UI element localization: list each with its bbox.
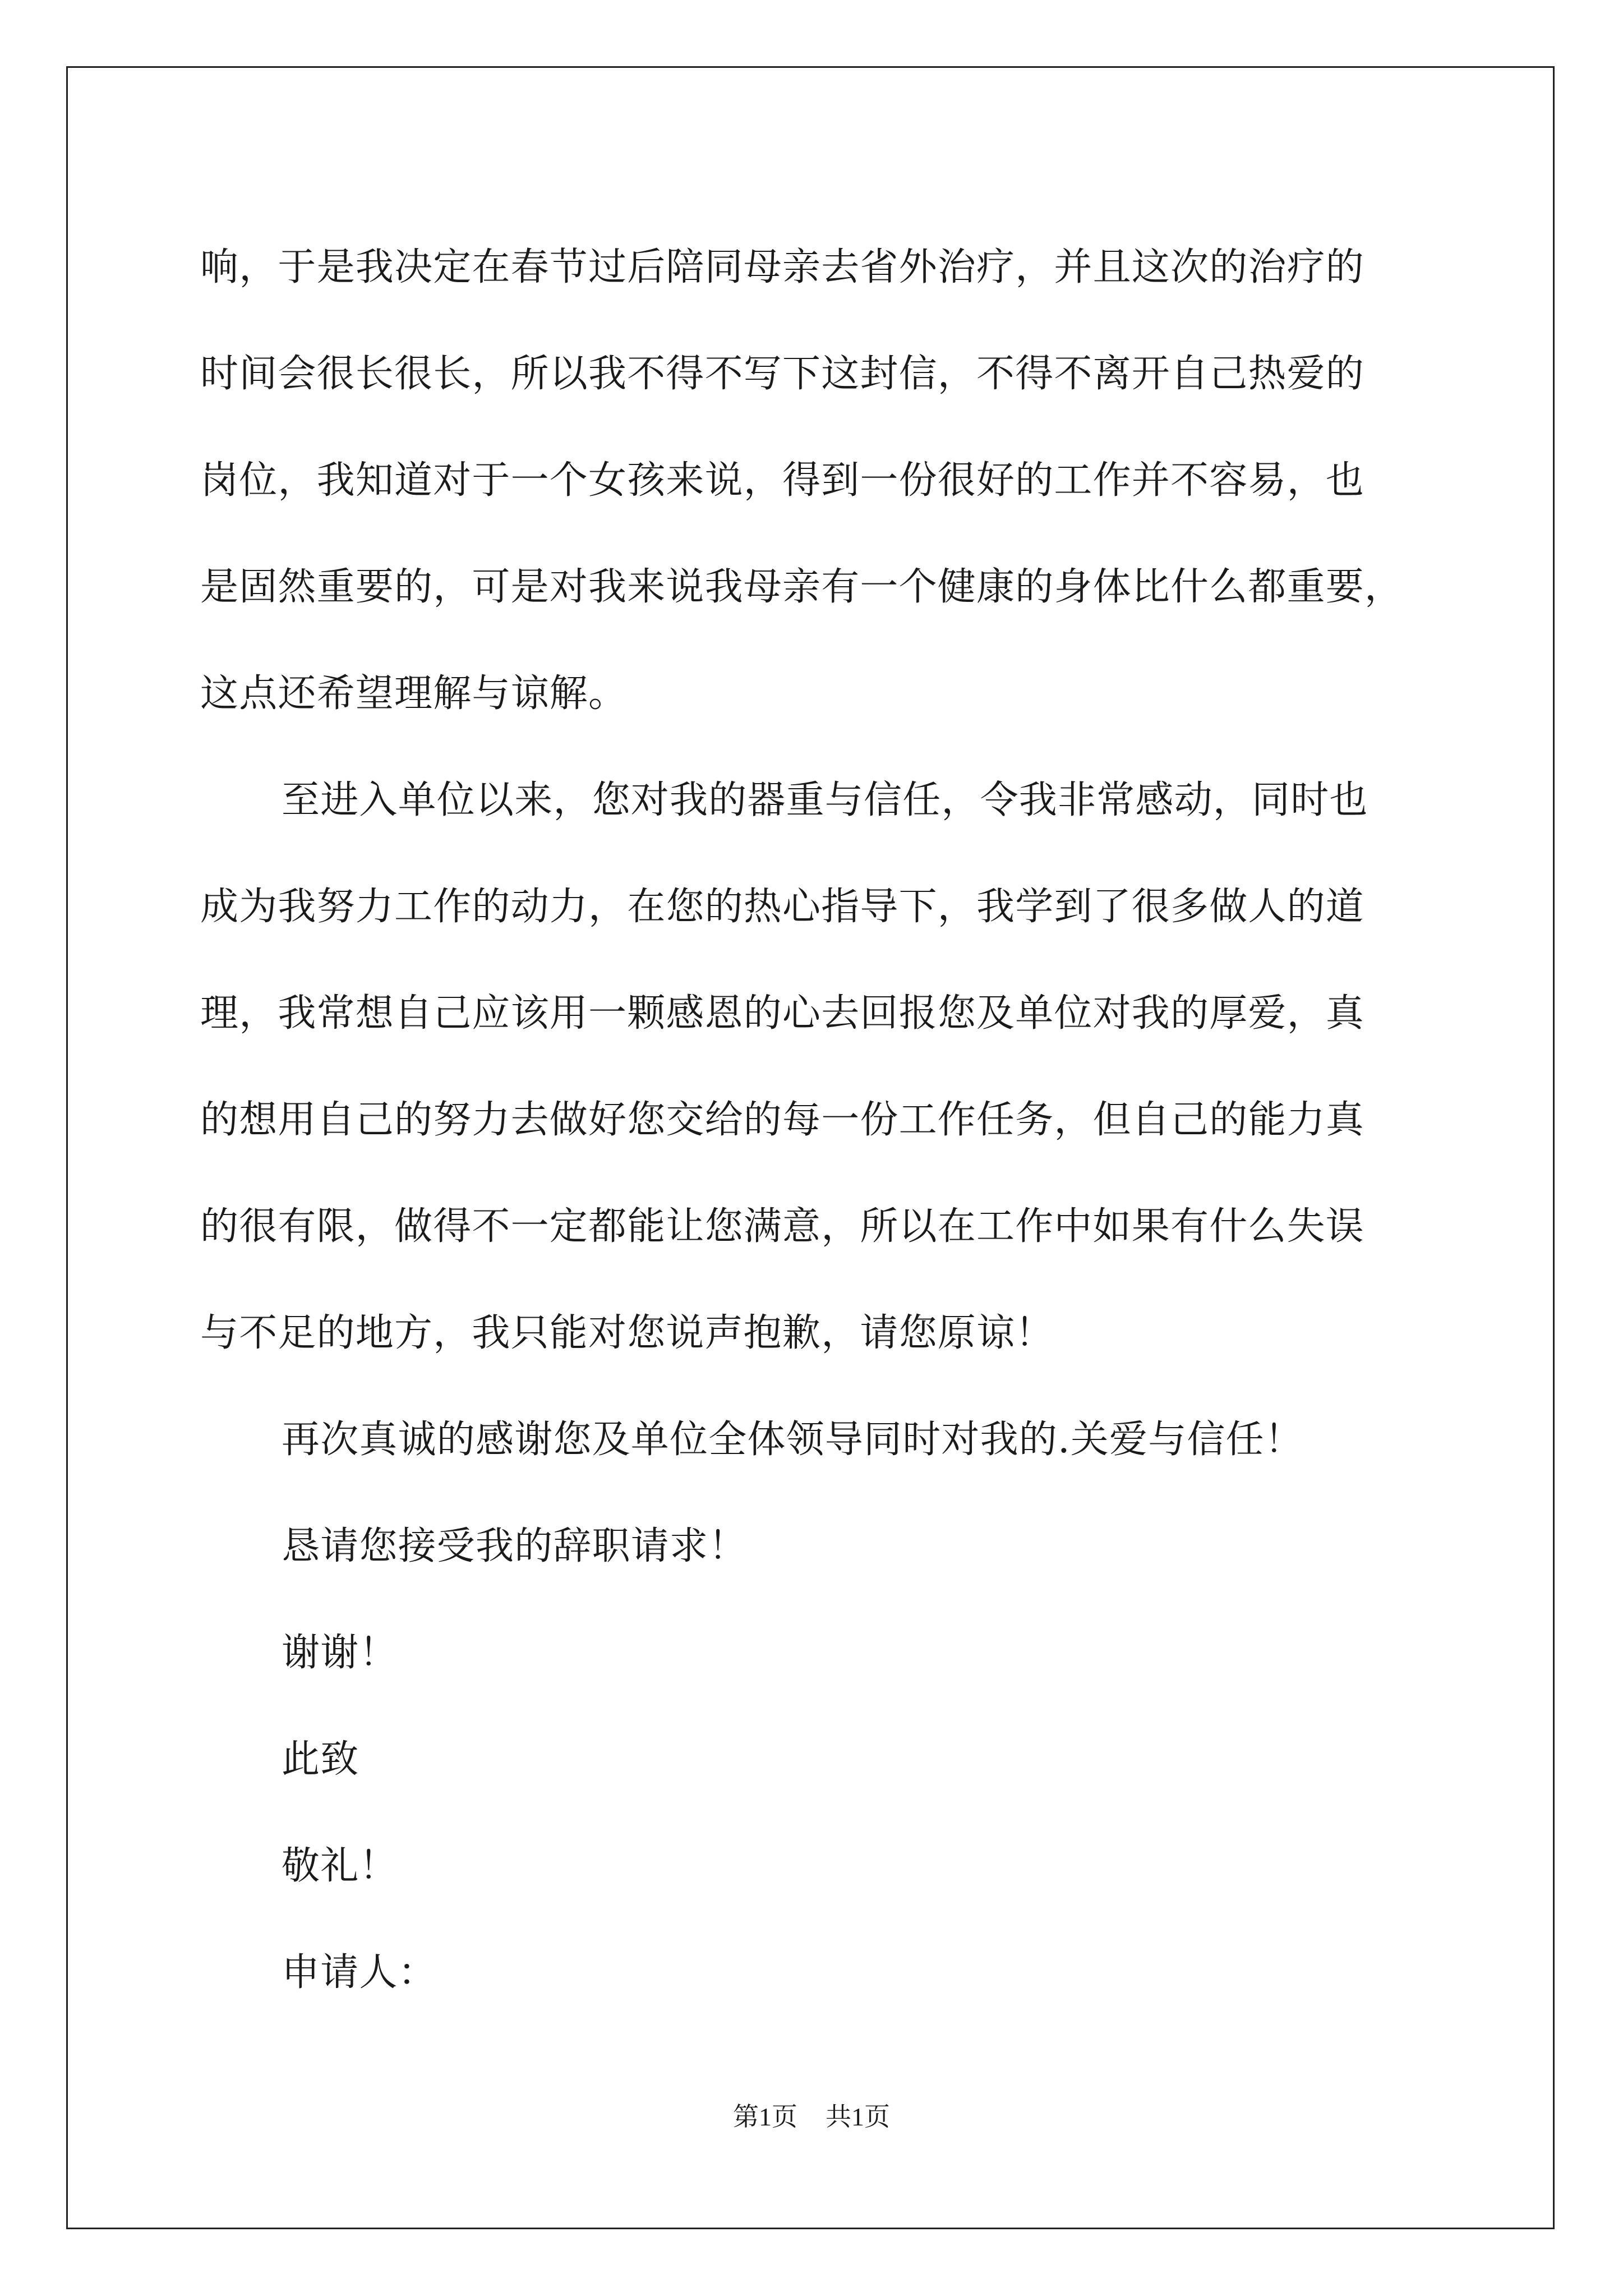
paragraph-continuation [200, 214, 1456, 747]
text-line: 时间会很长很长，所以我不得不写下这封信，不得不离开自己热爱的 [200, 352, 1365, 396]
salutation-line: 此致 [282, 1737, 359, 1782]
applicant-line: 申请人： [282, 1950, 437, 1995]
page-number-current: 第1页 [733, 2102, 797, 2131]
text-line: 响，于是我决定在春节过后陪同母亲去省外治疗，并且这次的治疗的 [200, 245, 1365, 289]
regards-line: 敬礼！ [282, 1844, 398, 1888]
request-line: 恳请您接受我的辞职请求！ [282, 1524, 748, 1568]
text-line: 是固然重要的，可是对我来说我母亲有一个健康的身体比什么都重要， [200, 565, 1404, 609]
page-footer [0, 2096, 1623, 2133]
text-line: 的很有限，做得不一定都能让您满意，所以在工作中如果有什么失误 [200, 1204, 1365, 1249]
thank-you-line: 谢谢！ [282, 1631, 398, 1675]
closing-section [200, 1387, 1456, 2026]
text-line: 与不足的地方，我只能对您说声抱歉，请您原谅！ [200, 1311, 1054, 1355]
text-line: 理，我常想自己应该用一颗感恩的心去回报您及单位对我的厚爱，真 [200, 991, 1365, 1036]
text-line: 成为我努力工作的动力，在您的热心指导下，我学到了很多做人的道 [200, 885, 1365, 929]
text-line: 这点还希望理解与谅解。 [200, 671, 628, 716]
text-line: 岗位，我知道对于一个女孩来说，得到一份很好的工作并不容易，也 [200, 458, 1365, 503]
paragraph-gratitude [200, 747, 1456, 1387]
page-number-total: 共1页 [826, 2102, 890, 2131]
text-line: 至进入单位以来，您对我的器重与信任，令我非常感动，同时也 [282, 778, 1368, 822]
text-line: 的想用自己的努力去做好您交给的每一份工作任务，但自己的能力真 [200, 1098, 1365, 1142]
letter-body [200, 214, 1456, 2026]
thanks-line: 再次真诚的感谢您及单位全体领导同时对我的.关爱与信任！ [282, 1418, 1304, 1462]
